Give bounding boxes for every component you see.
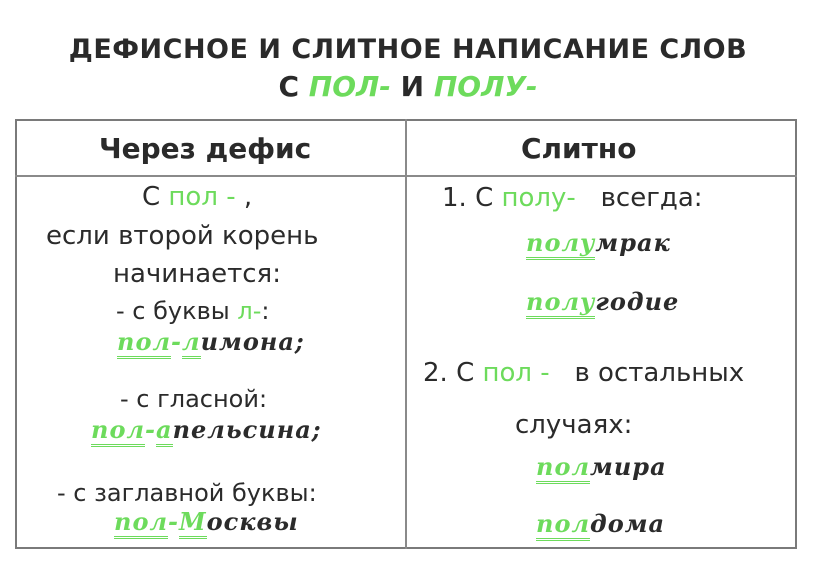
left-intro-s: С [142, 182, 161, 212]
rule-1-prefix: - с буквы [116, 297, 230, 325]
ex-r4-rest: дома [590, 509, 666, 538]
left-intro-comma: , [243, 182, 253, 212]
ex3-dash: - [168, 507, 179, 536]
rule-1-colon: : [261, 297, 270, 325]
ex3-m: М [179, 507, 207, 539]
header-hyphenated: Через дефис [99, 132, 312, 165]
rule-3: - с заглавной буквы: [57, 479, 317, 507]
right-rule-1 [442, 183, 703, 213]
right-rule-1-prefix: 1. С [442, 183, 494, 213]
title-pol: ПОЛ- [308, 70, 391, 103]
ex2-dash: - [145, 415, 156, 444]
rule-1-letter: л- [237, 297, 262, 325]
title-polu: ПОЛУ- [433, 70, 538, 103]
title-prefix: С [278, 70, 309, 103]
example-pol-limona [117, 327, 305, 356]
ex-r2-rest: годие [595, 287, 680, 316]
left-line-2: если второй корень [46, 221, 319, 251]
ex1-l: л [182, 327, 201, 359]
left-line-3: начинается: [113, 259, 281, 289]
example-polmira [536, 452, 667, 481]
right-rule-1-suffix: всегда: [600, 183, 703, 213]
example-polumrak [526, 228, 671, 257]
ex-r3-rest: мира [590, 452, 667, 481]
header-solid: Слитно [521, 132, 637, 165]
right-rule-2-line-2: случаях: [515, 410, 633, 440]
ex1-rest: имона; [200, 327, 305, 356]
ex-r4-pol: пол [536, 509, 590, 541]
ex3-pol: пол [114, 507, 168, 539]
right-rule-1-polu: полу- [501, 183, 576, 213]
left-intro [142, 182, 252, 212]
rule-2: - с гласной: [120, 385, 268, 413]
title-line-1: ДЕФИСНОЕ И СЛИТНОЕ НАПИСАНИЕ СЛОВ [68, 34, 748, 65]
rule-1 [116, 297, 269, 325]
title-and: И [390, 70, 434, 103]
right-rule-2-suffix: в остальных [574, 358, 745, 388]
ex1-dash: - [171, 327, 182, 356]
ex-r3-pol: пол [536, 452, 590, 484]
ex-r1-polu: полу [526, 228, 595, 260]
ex3-rest: осквы [206, 507, 299, 536]
right-rule-2-pol: пол - [482, 358, 550, 388]
left-intro-pol: пол - [168, 182, 236, 212]
ex2-pol: пол [91, 415, 145, 447]
example-pol-moskvy [114, 507, 299, 536]
ex2-a: а [156, 415, 173, 447]
ex-r2-polu: полу [526, 287, 595, 319]
ex1-pol: пол [117, 327, 171, 359]
ex2-rest: пельсина; [172, 415, 322, 444]
example-pol-apelsina [91, 415, 322, 444]
example-polugodie [526, 287, 679, 316]
right-rule-2 [423, 358, 744, 388]
column-divider [405, 119, 407, 549]
right-rule-2-prefix: 2. С [423, 358, 475, 388]
title-line-2 [0, 70, 816, 103]
example-poldoma [536, 509, 665, 538]
ex-r1-rest: мрак [595, 228, 671, 257]
